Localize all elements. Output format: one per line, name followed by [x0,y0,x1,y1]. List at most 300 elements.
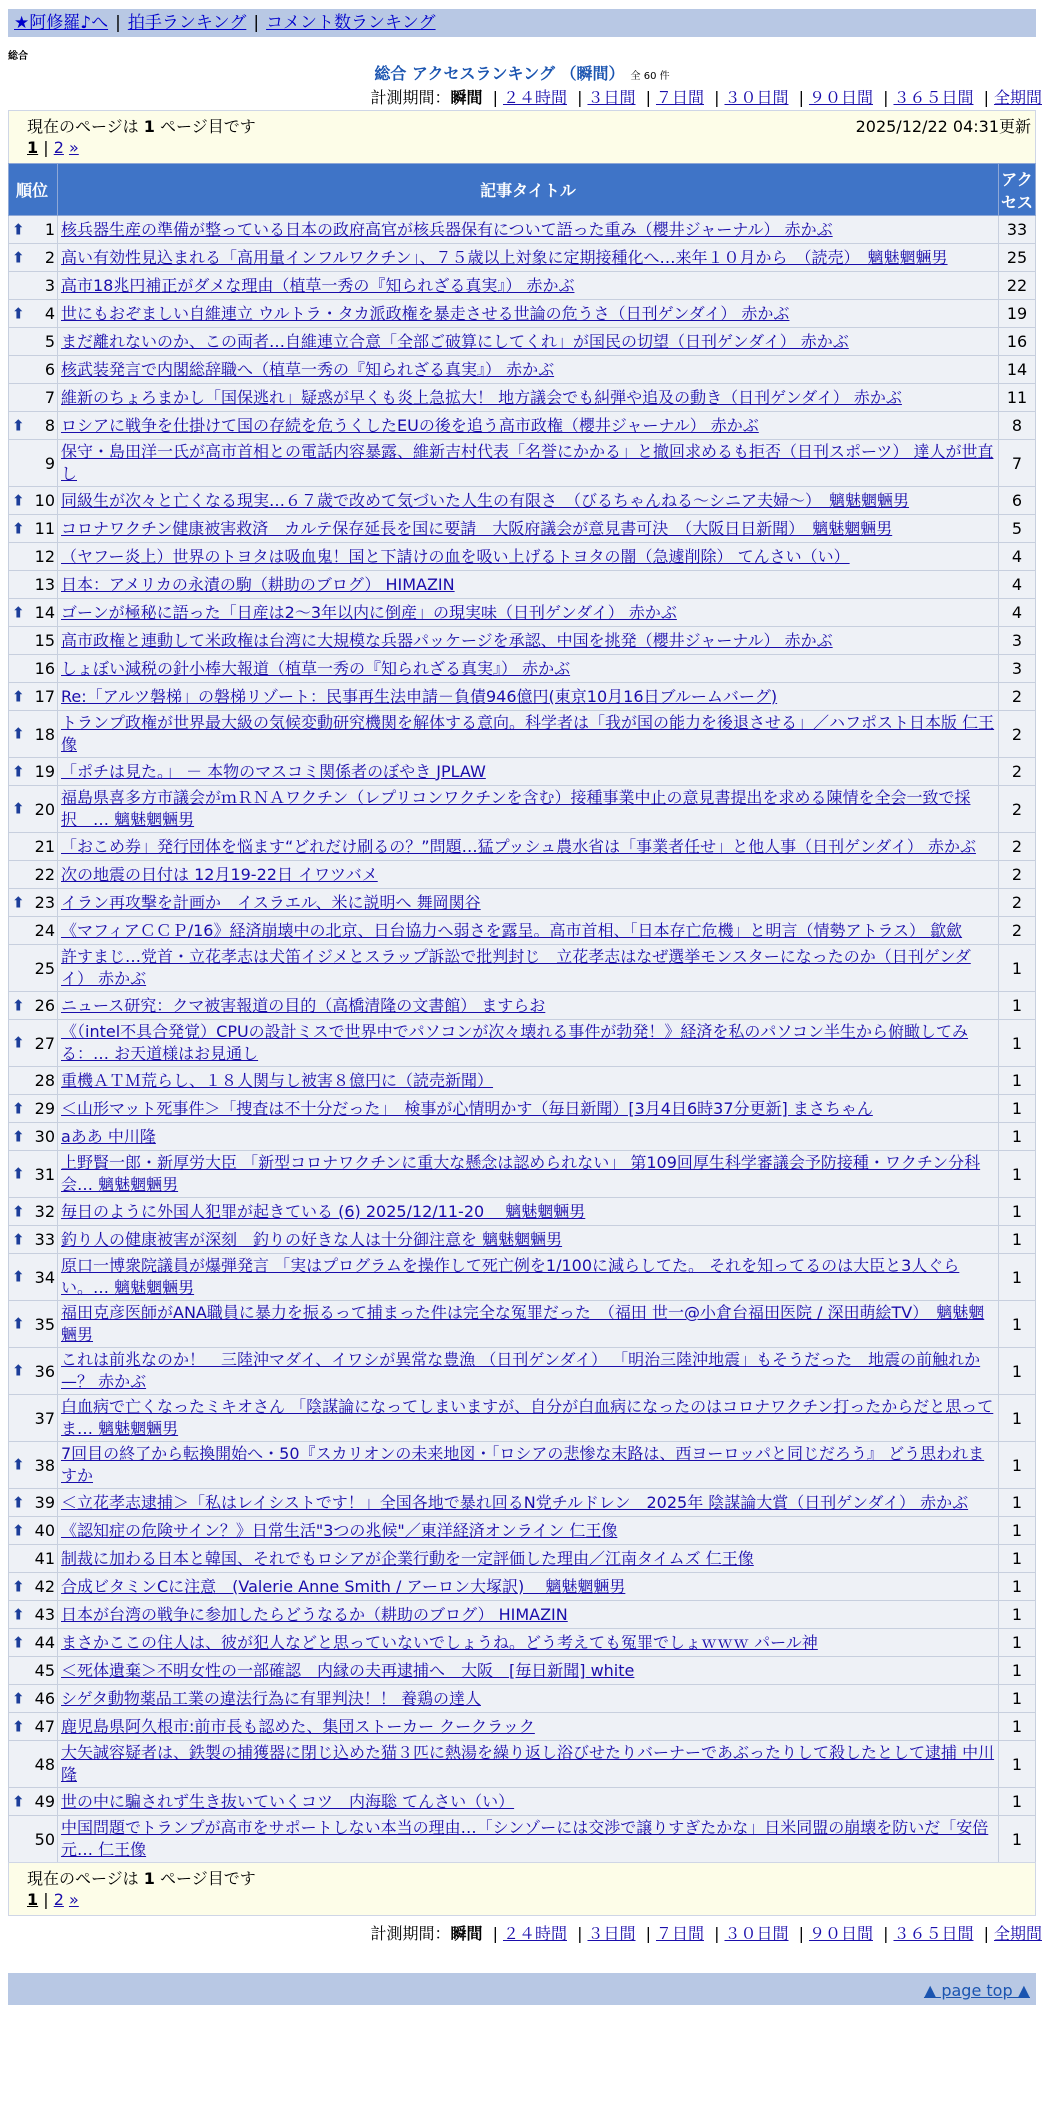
table-row [9,328,1036,356]
table-row [9,1573,1036,1601]
title-cell [58,786,999,833]
article-link[interactable]: コロナワクチン健康被害救済 カルテ保存延長を国に要請 大阪府議会が意見書可決 （大阪日日新聞） 魑魅魍魎男 [61,518,893,538]
article-link[interactable]: しょぼい減税の針小棒大報道（植草一秀の『知られざる真実』） 赤かぶ [61,658,571,678]
title-cell [58,356,999,384]
article-link[interactable]: 上野賢一郎・新厚労大臣 「新型コロナワクチンに重大な懸念は認められない」 第109回厚生科学審議会予防接種・ワクチン分科会… 魑魅魍魎男 [61,1153,981,1194]
page-status: 現在のページは 1 ページ目です [27,1869,256,1888]
rank-cell [9,1657,58,1685]
rank-number: 26 [34,996,55,1015]
title-cell [58,1685,999,1713]
table-row [9,1657,1036,1685]
article-link[interactable]: 中国問題でトランプが高市をサポートしない本当の理由…「シンゾーには交渉で譲りすぎたかな」日米同盟の崩壊を防いだ「安倍元… 仁王像 [61,1818,989,1859]
up-arrow-icon: ⬆ [12,1493,25,1511]
page-info-bottom [8,1862,1036,1916]
page-title [0,61,1044,84]
up-arrow-icon: ⬆ [12,1127,25,1145]
article-link[interactable]: 日本：アメリカの永漬の駒（耕助のブログ） HIMAZIN [61,574,455,594]
access-count: 4 [999,543,1036,571]
table-row [9,1151,1036,1198]
rank-cell [9,1123,58,1151]
up-arrow-icon: ⬆ [12,1717,25,1735]
rank-number: 35 [34,1314,55,1334]
access-count: 1 [999,1198,1036,1226]
table-row [9,889,1036,917]
title-cell [58,1254,999,1301]
rank-cell [9,1629,58,1657]
table-row [9,917,1036,945]
rank-cell [9,1348,58,1395]
up-arrow-icon: ⬆ [12,799,25,818]
up-arrow-icon: ⬆ [12,416,25,434]
title-cell [58,758,999,786]
table-row [9,1254,1036,1301]
up-arrow-icon: ⬆ [12,1099,25,1117]
title-cell [58,1545,999,1573]
rank-number: 46 [34,1689,55,1708]
article-link[interactable]: Re:「アルツ磐梯」の磐梯リゾート：民事再生法申請－負債946億円(東京10月16日ブルームバーグ) [61,686,778,706]
up-arrow-icon: ⬆ [12,1361,25,1380]
article-link[interactable]: 日本が台湾の戦争に参加したらどうなるか（耕助のブログ） HIMAZIN [61,1604,568,1624]
up-arrow-icon: ⬆ [12,304,25,322]
access-count: 3 [999,655,1036,683]
title-cell [58,487,999,515]
top-nav [8,9,1036,37]
article-link[interactable]: 世にもおぞましい自維連立 ウルトラ・タカ派政権を暴走させる世論の危うさ（日刊ゲンダイ） 赤かぶ [61,303,790,323]
table-row [9,1123,1036,1151]
rank-cell [9,917,58,945]
article-link[interactable]: 鹿児島県阿久根市:前市長も認めた、集団ストーカー クークラック [61,1716,535,1736]
up-arrow-icon: ⬆ [12,603,25,621]
access-count: 11 [999,384,1036,412]
period-7d-link[interactable]: ７日間 [655,88,704,107]
page-top-link[interactable]: ▲ page top ▲ [923,1981,1030,2000]
rank-number: 4 [44,304,55,323]
page-2-link[interactable]: 2 [53,1890,64,1909]
article-link[interactable]: ロシアに戦争を仕掛けて国の存続を危うくしたEUの後を追う高市政権（櫻井ジャーナル） 赤かぶ [61,415,759,435]
period-90d-link[interactable]: ９０日間 [808,88,873,107]
table-row [9,1095,1036,1123]
rank-cell [9,786,58,833]
title-cell [58,1601,999,1629]
title-cell [58,543,999,571]
access-count: 7 [999,440,1036,487]
period-90d-link[interactable]: ９０日間 [808,1924,873,1943]
title-cell [58,1489,999,1517]
table-row [9,683,1036,711]
rank-header: 順位 [9,164,58,216]
period-7d-link[interactable]: ７日間 [655,1924,704,1943]
period-365d-link[interactable]: ３６５日間 [893,88,974,107]
title-cell [58,440,999,487]
access-count: 1 [999,1713,1036,1741]
title-cell [58,328,999,356]
title-cell [58,889,999,917]
article-link[interactable]: これは前兆なのか！ 三陸沖マダイ、イワシが異常な豊漁 （日刊ゲンダイ） 「明治三陸沖地震」もそうだった 地震の前触れか—？ 赤かぶ [61,1350,981,1391]
table-row [9,861,1036,889]
rank-number: 12 [34,547,55,566]
rank-number: 2 [44,248,55,267]
article-link[interactable]: 「おこめ券」発行団体を悩ます“どれだけ刷るの？”問題…猛プッシュ農水省は「事業者任せ」と他人事（日刊ゲンダイ） 赤かぶ [61,836,976,856]
next-page-link[interactable]: » [68,138,79,157]
up-arrow-icon: ⬆ [12,491,25,509]
article-link[interactable]: 《（intel不具合発覚）CPUの設計ミスで世界中でパソコンが次々壊れる事件が勃発！》経済を私のパソコン半生から俯瞰してみる：… お天道様はお見通し [61,1022,969,1063]
title-cell [58,1301,999,1348]
article-link[interactable]: 重機ＡＴＭ荒らし、１８人関与し被害８億円に（読売新聞） [61,1070,494,1090]
access-count: 1 [999,1095,1036,1123]
table-row [9,599,1036,627]
period-3d-link[interactable]: ３日間 [587,1924,636,1943]
access-count: 2 [999,683,1036,711]
rank-number: 3 [44,276,55,295]
rank-number: 40 [34,1521,55,1540]
article-link[interactable]: 合成ビタミンCに注意 (Valerie Anne Smith / アーロン大塚訳) 魑魅魍魎男 [61,1576,626,1596]
period-30d-link[interactable]: ３０日間 [724,88,789,107]
rank-number: 20 [34,799,55,819]
page-info-top [8,110,1036,164]
rank-cell [9,945,58,992]
article-link[interactable]: 福島県喜多方市議会がｍＲＮＡワクチン（レプリコンワクチンを含む）接種事業中止の意見書提出を求める陳情を全会一致で採択 … 魑魅魍魎男 [61,788,971,829]
rank-number: 30 [34,1127,55,1146]
ranking-title: 総合 アクセスランキング （瞬間） [374,64,625,83]
article-link[interactable]: 核武装発言で内閣総辞職へ（植草一秀の『知られざる真実』） 赤かぶ [61,359,555,379]
table-row [9,440,1036,487]
access-count: 2 [999,711,1036,758]
article-link[interactable]: 同級生が次々と亡くなる現実…６７歳で改めて気づいた人生の有限さ （びるちゃんねる〜シニア夫婦〜） 魑魅魍魎男 [61,490,910,510]
article-link[interactable]: 維新のちょろまかし「国保逃れ」疑惑が早くも炎上急拡大！ 地方議会でも糾弾や追及の動き（日刊ゲンダイ） 赤かぶ [61,387,902,407]
footer-bar [8,1973,1036,2005]
access-count: 1 [999,1816,1036,1863]
period-365d-link[interactable]: ３６５日間 [893,1924,974,1943]
rank-cell [9,328,58,356]
article-link[interactable]: 「ポチは見た。」 － 本物のマスコミ関係者のぼやき JPLAW [61,761,486,781]
rank-cell [9,1489,58,1517]
table-row [9,412,1036,440]
table-row [9,945,1036,992]
rank-cell [9,300,58,328]
article-link[interactable]: 高い有効性見込まれる「高用量インフルワクチン」、７５歳以上対象に定期接種化へ…来年１０月から （読売） 魑魅魍魎男 [61,247,948,267]
access-count: 1 [999,1254,1036,1301]
access-count: 4 [999,571,1036,599]
title-cell [58,571,999,599]
access-count: 1 [999,945,1036,992]
page-2-link[interactable]: 2 [53,138,64,157]
home-link[interactable]: ★阿修羅♪へ [14,13,109,33]
rank-number: 29 [34,1099,55,1118]
table-row [9,1489,1036,1517]
title-header: 記事タイトル [58,164,999,216]
article-link[interactable]: イラン再攻撃を計画か イスラエル、米に説明へ 舞岡関谷 [61,892,481,912]
table-row [9,1301,1036,1348]
rank-cell [9,1601,58,1629]
period-all-link[interactable]: 全期間 [993,1924,1042,1943]
access-count: 1 [999,1020,1036,1067]
table-row [9,758,1036,786]
rank-cell [9,1442,58,1489]
article-link[interactable]: 釣り人の健康被害が深刻 釣りの好きな人は十分御注意を 魑魅魍魎男 [61,1229,563,1249]
rank-number: 15 [34,631,55,650]
table-row [9,1395,1036,1442]
article-link[interactable]: 福田克彦医師がANA職員に暴力を振るって捕まった件は完全な冤罪だった （福田 世一@小倉台福田医院 / 深田萌絵TV） 魑魅魍魎男 [61,1303,985,1344]
rank-number: 50 [34,1829,55,1849]
table-row [9,1198,1036,1226]
up-arrow-icon: ⬆ [12,248,25,266]
rank-cell [9,1741,58,1788]
article-link[interactable]: トランプ政権が世界最大級の気候変動研究機関を解体する意向。科学者は「我が国の能力を後退させる」／ハフポスト日本版 仁王像 [61,713,995,754]
access-count: 19 [999,300,1036,328]
title-cell [58,1629,999,1657]
rank-cell [9,599,58,627]
access-count: 2 [999,758,1036,786]
up-arrow-icon: ⬆ [12,1230,25,1248]
access-count: 1 [999,1395,1036,1442]
period-current: 瞬間 [450,88,483,107]
table-row [9,1348,1036,1395]
period-30d-link[interactable]: ３０日間 [724,1924,789,1943]
rank-number: 42 [34,1577,55,1596]
period-label: 計測期間： [370,88,451,107]
title-cell [58,1788,999,1816]
rank-cell [9,1254,58,1301]
rank-number: 27 [34,1033,55,1053]
article-link[interactable]: ゴーンが極秘に語った「日産は2〜3年以内に倒産」の現実味（日刊ゲンダイ） 赤かぶ [61,602,677,622]
title-cell [58,711,999,758]
rank-number: 31 [34,1164,55,1184]
table-row [9,487,1036,515]
table-row [9,833,1036,861]
rank-cell [9,833,58,861]
table-row [9,627,1036,655]
article-link[interactable]: 高市18兆円補正がダメな理由（植草一秀の『知られざる真実』） 赤かぶ [61,275,575,295]
rank-number: 25 [34,958,55,978]
pagination-top: 1 | 2 » [27,138,79,157]
access-count: 1 [999,1123,1036,1151]
rank-cell [9,655,58,683]
table-row [9,655,1036,683]
table-row [9,1545,1036,1573]
rank-cell [9,1020,58,1067]
title-cell [58,917,999,945]
title-cell [58,861,999,889]
rank-cell [9,412,58,440]
title-cell [58,244,999,272]
title-cell [58,627,999,655]
rank-cell [9,1067,58,1095]
article-link[interactable]: 原口一博衆院議員が爆弾発言 「実はプログラムを操作して死亡例を1/100に減らしてた。 それを知ってるのは大臣と3人ぐらい。… 魑魅魍魎男 [61,1256,960,1297]
title-cell [58,1348,999,1395]
access-count: 1 [999,1685,1036,1713]
article-link[interactable]: （ヤフー炎上）世界のトヨタは吸血鬼！国と下請けの血を吸い上げるトヨタの闇（急遽削除） てんさい（い） [61,546,850,566]
rank-number: 41 [34,1549,55,1568]
title-cell [58,1517,999,1545]
article-link[interactable]: 高市政権と連動して米政権は台湾に大規模な兵器パッケージを承認、中国を挑発（櫻井ジャーナル） 赤かぶ [61,630,833,650]
rank-cell [9,1545,58,1573]
title-cell [58,833,999,861]
access-count: 33 [999,216,1036,244]
article-link[interactable]: シゲタ動物薬品工業の違法行為に有罪判決！！ 養鶏の達人 [61,1688,481,1708]
access-count: 1 [999,1301,1036,1348]
rank-number: 10 [34,491,55,510]
article-link[interactable]: 大矢誠容疑者は、鉄製の捕獲器に閉じ込めた猫３匹に熱湯を繰り返し浴びせたりバーナーであぶったりして殺したとして逮捕 中川隆 [61,1743,995,1784]
access-count: 6 [999,487,1036,515]
access-count: 1 [999,1657,1036,1685]
title-cell [58,216,999,244]
article-link[interactable]: ニュース研究：クマ被害報道の目的（高橋清隆の文書館） ますらお [61,995,546,1015]
title-cell [58,945,999,992]
title-cell [58,1226,999,1254]
title-cell [58,1395,999,1442]
access-count: 3 [999,627,1036,655]
rank-cell [9,384,58,412]
title-cell [58,1741,999,1788]
access-count: 1 [999,1067,1036,1095]
rank-cell [9,711,58,758]
access-count: 2 [999,889,1036,917]
period-24h-link[interactable]: ２４時間 [502,1924,567,1943]
applause-ranking-link[interactable]: 拍手ランキング [127,13,247,33]
article-link[interactable]: 毎日のように外国人犯罪が起きている (6) 2025/12/11-20 魑魅魍魎男 [61,1201,586,1221]
ranking-rows [9,216,1036,1863]
rank-number: 21 [34,837,55,856]
up-arrow-icon: ⬆ [12,1633,25,1651]
table-row [9,1788,1036,1816]
access-count: 1 [999,992,1036,1020]
title-cell [58,272,999,300]
article-link[interactable]: 次の地震の日付は 12月19-22日 イワツバメ [61,864,378,884]
title-cell [58,1198,999,1226]
period-current: 瞬間 [450,1924,483,1943]
ranking-table [8,163,1036,1863]
period-selector-top: 計測期間：瞬間 | ２４時間 | ３日間 | ７日間 | ３０日間 | ９０日間 | ３６５日間 | 全期間 [370,88,1042,107]
period-all-link[interactable]: 全期間 [993,88,1042,107]
table-row [9,272,1036,300]
up-arrow-icon: ⬆ [12,1577,25,1595]
table-row [9,1517,1036,1545]
table-row [9,1020,1036,1067]
rank-cell [9,1517,58,1545]
rank-number: 14 [34,603,55,622]
rank-number: 18 [34,724,55,744]
up-arrow-icon: ⬆ [12,1314,25,1333]
nav-separator: | [253,13,260,33]
up-arrow-icon: ⬆ [12,724,25,743]
rank-cell [9,216,58,244]
access-count: 1 [999,1741,1036,1788]
title-cell [58,655,999,683]
title-cell [58,1713,999,1741]
current-page: 1 [27,1890,39,1909]
up-arrow-icon: ⬆ [12,1792,25,1810]
access-count: 1 [999,1226,1036,1254]
access-count: 2 [999,786,1036,833]
access-count: 16 [999,328,1036,356]
up-arrow-icon: ⬆ [12,1202,25,1220]
rank-number: 5 [44,332,55,351]
access-count: 2 [999,861,1036,889]
title-cell [58,992,999,1020]
access-count: 1 [999,1489,1036,1517]
title-cell [58,683,999,711]
rank-cell [9,1788,58,1816]
article-link[interactable]: 許すまじ…党首・立花孝志は犬笛イジメとスラップ訴訟で批判封じ 立花孝志はなぜ選挙モンスターになったのか（日刊ゲンダイ） 赤かぶ [61,947,971,988]
current-page: 1 [27,138,39,157]
rank-cell [9,244,58,272]
article-link[interactable]: ＜死体遺棄＞不明女性の一部確認 内縁の夫再逮捕へ 大阪 [毎日新聞] white [61,1660,635,1680]
title-cell [58,384,999,412]
period-24h-link[interactable]: ２４時間 [502,88,567,107]
access-count: 1 [999,1629,1036,1657]
access-count: 1 [999,1151,1036,1198]
table-row [9,1685,1036,1713]
article-link[interactable]: まさかここの住人は、彼が犯人などと思っていないでしょうね。どう考えても冤罪でしょｗｗｗ パール神 [61,1632,818,1652]
access-count: 2 [999,833,1036,861]
title-cell [58,515,999,543]
rank-cell [9,1198,58,1226]
article-link[interactable]: 《マフィアＣＣＰ/16》経済崩壊中の北京、日台協力へ弱さを露呈。高市首相、「日本存亡危機」と明言（情勢アトラス） 歙歛 [61,920,963,940]
rank-number: 17 [34,687,55,706]
article-link[interactable]: 保守・島田洋一氏が高市首相との電話内容暴露、維新吉村代表「名誉にかかる」と撤回求めるも拒否（日刊スポーツ） 達人が世直し [61,442,994,483]
article-link[interactable]: aああ 中川隆 [61,1126,156,1146]
access-count: 1 [999,1601,1036,1629]
access-count: 1 [999,1788,1036,1816]
next-page-link[interactable]: » [68,1890,79,1909]
rank-number: 8 [44,416,55,435]
rank-number: 32 [34,1202,55,1221]
article-link[interactable]: 《認知症の危険サイン？》日常生活"3つの兆候"／東洋経済オンライン 仁王像 [61,1520,618,1540]
table-row [9,1816,1036,1863]
rank-cell [9,1301,58,1348]
rank-cell [9,758,58,786]
rank-number: 11 [34,519,55,538]
article-link[interactable]: 核兵器生産の準備が整っている日本の政府高官が核兵器保有について語った重み（櫻井ジャーナル） 赤かぶ [61,219,833,239]
article-link[interactable]: 白血病で亡くなったミキオさん 「陰謀論になってしまいますが、自分が白血病になったのはコロナワクチン打ったからだと思ってま… 魑魅魍魎男 [61,1397,994,1438]
article-link[interactable]: まだ離れないのか、この両者…自維連立合意「全部ご破算にしてくれ」が国民の切望（日刊ゲンダイ） 赤かぶ [61,331,849,351]
access-header: アクセス [999,164,1036,216]
updated-timestamp: 2025/12/22 04:31更新 [855,117,1031,136]
rank-cell [9,272,58,300]
period-3d-link[interactable]: ３日間 [587,88,636,107]
rank-cell [9,1226,58,1254]
title-cell [58,599,999,627]
up-arrow-icon: ⬆ [12,1689,25,1707]
table-row [9,1601,1036,1629]
rank-number: 7 [44,388,55,407]
table-row [9,1741,1036,1788]
rank-cell [9,1573,58,1601]
article-link[interactable]: ＜山形マット死事件＞「捜査は不十分だった」 検事が心情明かす（毎日新聞）[3月4日6時37分更新] まさちゃん [61,1098,873,1118]
title-cell [58,1123,999,1151]
rank-number: 39 [34,1493,55,1512]
up-arrow-icon: ⬆ [12,1455,25,1474]
title-cell [58,1657,999,1685]
rank-cell [9,889,58,917]
access-count: 4 [999,599,1036,627]
table-row [9,1067,1036,1095]
article-link[interactable]: 7回目の終了から転換開始へ・50『スカリオンの未来地図・「ロシアの悲惨な末路は、西ヨーロッパと同じだろう』 どう思われますか [61,1444,985,1485]
up-arrow-icon: ⬆ [12,893,25,911]
access-count: 14 [999,356,1036,384]
rank-number: 49 [34,1792,55,1811]
category-label: 総合 [8,51,28,62]
rank-number: 48 [34,1754,55,1774]
article-link[interactable]: 世の中に騙されず生き抜いていくコツ 内海聡 てんさい（い） [61,1791,515,1811]
pagination-bottom: 1 | 2 » [27,1890,79,1909]
comment-ranking-link[interactable]: コメント数ランキング [266,13,436,33]
article-link[interactable]: 制裁に加わる日本と韓国、それでもロシアが企業行動を一定評価した理由／江南タイムズ 仁王像 [61,1548,754,1568]
article-link[interactable]: ＜立花孝志逮捕＞「私はレイシストです！」全国各地で暴れ回るN党チルドレン 2025年 陰謀論大賞（日刊ゲンダイ） 赤かぶ [61,1492,969,1512]
title-cell [58,300,999,328]
rank-number: 24 [34,921,55,940]
rank-number: 16 [34,659,55,678]
